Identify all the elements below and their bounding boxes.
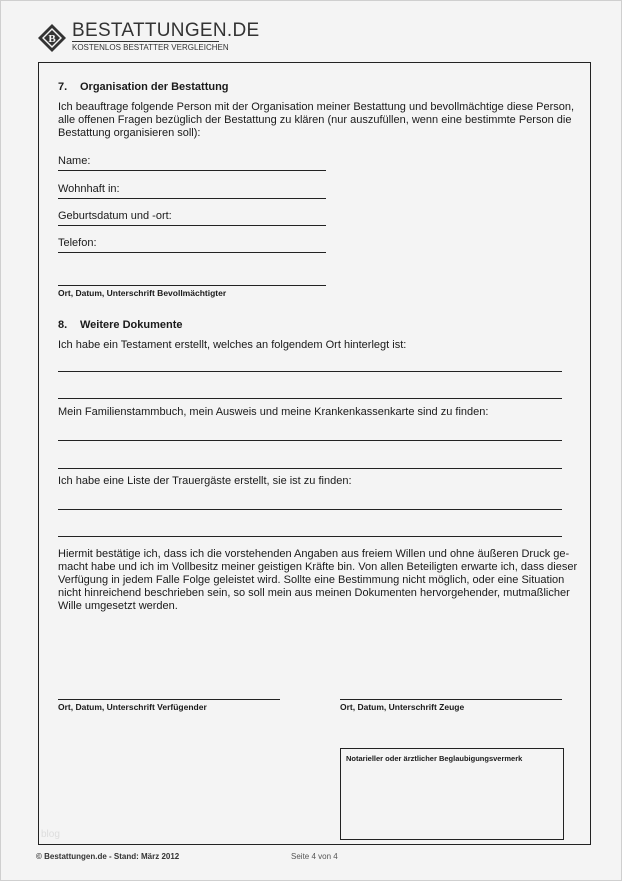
answer-line[interactable] xyxy=(58,371,562,372)
svg-text:B: B xyxy=(48,33,56,45)
logo-diamond-icon xyxy=(37,23,67,53)
field-phone-label: Telefon: xyxy=(58,237,97,249)
signature-line-declarant[interactable] xyxy=(58,699,280,700)
section7-text: Ich beauftrage folgende Person mit der Organisation meiner Bestattung und bevollmächtige diese Person, xyxy=(58,101,575,113)
declaration-text: Wille umgesetzt werden. xyxy=(58,600,178,612)
declaration-text: nicht hinreichend beschrieben sein, so soll mein aus meinen Dokumenten hervorgehender, mutmaßlicher xyxy=(58,587,570,599)
declaration-text: macht habe und ich im Vollbesitz meiner geistigen Kräfte bin. Von allen Beteiligten erwarte ich, dass dieser xyxy=(58,561,578,573)
field-phone-line[interactable] xyxy=(58,252,326,253)
signature-label-proxy: Ort, Datum, Unterschrift Bevollmächtigter xyxy=(58,288,227,298)
field-birth-label: Geburtsdatum und -ort: xyxy=(58,210,172,222)
guests-question: Ich habe eine Liste der Trauergäste erstellt, sie ist zu finden: xyxy=(58,475,352,487)
answer-line[interactable] xyxy=(58,536,562,537)
documents-question: Mein Familienstammbuch, mein Ausweis und meine Krankenkassenkarte sind zu finden: xyxy=(58,406,489,418)
field-birth-line[interactable] xyxy=(58,225,326,226)
field-name-line[interactable] xyxy=(58,170,326,171)
logo xyxy=(37,23,67,53)
brand-divider xyxy=(72,41,219,42)
signature-line-proxy[interactable] xyxy=(58,285,326,286)
section8-title: Weitere Dokumente xyxy=(80,319,183,331)
section7-text: Bestattung organisieren soll): xyxy=(58,127,201,139)
signature-label-declarant: Ort, Datum, Unterschrift Verfügender xyxy=(58,702,207,712)
answer-line[interactable] xyxy=(58,509,562,510)
footer-page-number: Seite 4 von 4 xyxy=(291,852,338,861)
brand-tagline: KOSTENLOS BESTATTER VERGLEICHEN xyxy=(72,43,229,52)
answer-line[interactable] xyxy=(58,398,562,399)
section7-number: 7. xyxy=(58,81,68,93)
answer-line[interactable] xyxy=(58,440,562,441)
notary-box-label: Notarieller oder ärztlicher Beglaubigungsvermerk xyxy=(346,754,523,763)
field-name-label: Name: xyxy=(58,155,91,167)
field-address-line[interactable] xyxy=(58,198,326,199)
field-address-label: Wohnhaft in: xyxy=(58,183,120,195)
signature-label-witness: Ort, Datum, Unterschrift Zeuge xyxy=(340,702,465,712)
watermark: blog xyxy=(41,829,60,840)
testament-question: Ich habe ein Testament erstellt, welches an folgendem Ort hinterlegt ist: xyxy=(58,339,407,351)
form-frame xyxy=(38,62,591,845)
section7-title: Organisation der Bestattung xyxy=(80,81,229,93)
notary-box xyxy=(340,748,564,840)
brand-name: BESTATTUNGEN.DE xyxy=(72,20,260,41)
section7-text: alle offenen Fragen bezüglich der Bestattung zu klären (nur auszufüllen, wenn eine bestimmte Person die xyxy=(58,114,572,126)
declaration-text: Hiermit bestätige ich, dass ich die vorstehenden Angaben aus freiem Willen und ohne äußeren Druck ge- xyxy=(58,548,570,560)
section8-number: 8. xyxy=(58,319,68,331)
footer-copyright: © Bestattungen.de - Stand: März 2012 xyxy=(36,852,180,861)
signature-line-witness[interactable] xyxy=(340,699,562,700)
declaration-text: Verfügung in jedem Falle Folge geleistet wird. Sollte eine Bestimmung nicht möglich, oder eine Situation xyxy=(58,574,565,586)
answer-line[interactable] xyxy=(58,468,562,469)
